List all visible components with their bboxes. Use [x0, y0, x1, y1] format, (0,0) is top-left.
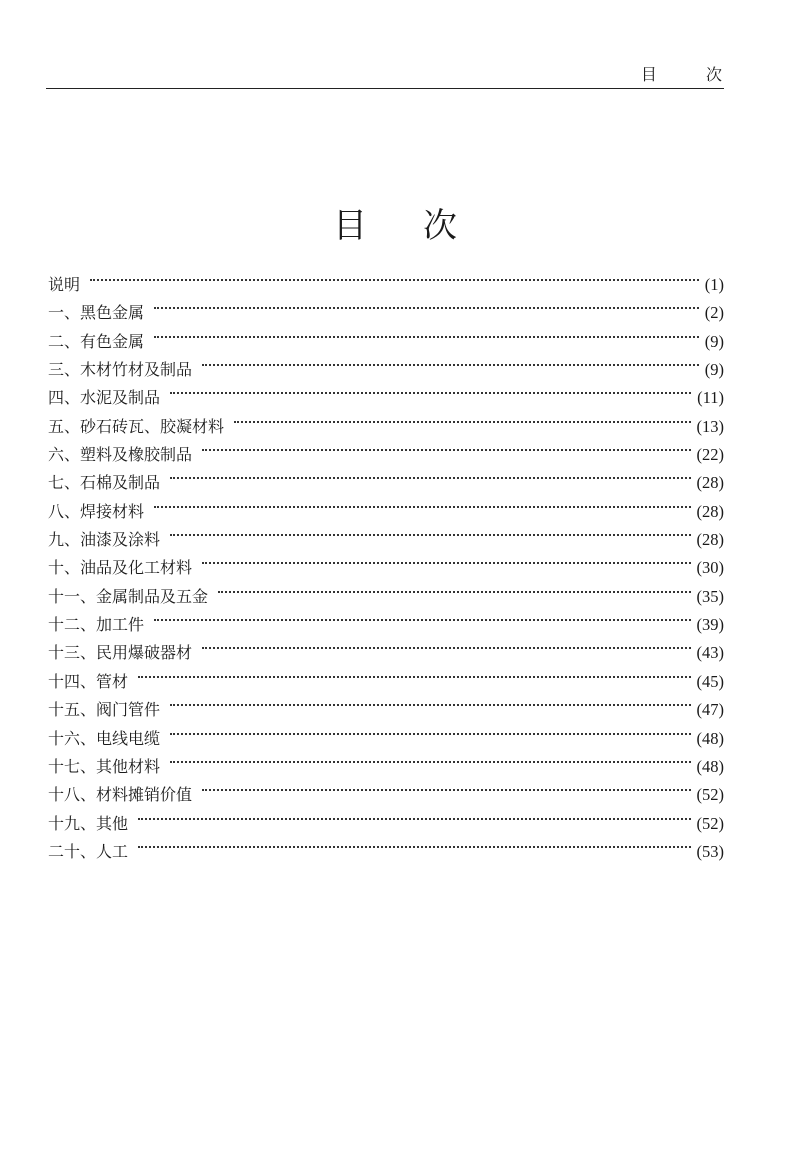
toc-dot-leader [202, 545, 690, 573]
toc-dot-leader [202, 772, 690, 800]
toc-entry-label: 七、石棉及制品 [48, 473, 161, 493]
toc-entry-label: 十六、电线电缆 [48, 728, 161, 748]
toc-dot-leader [202, 630, 690, 658]
toc-entry-label: 十七、其他材料 [48, 756, 161, 776]
toc-dot-leader [90, 262, 699, 290]
toc-entry-label: 八、焊接材料 [48, 501, 145, 521]
running-header [46, 62, 744, 89]
toc-entry-page-number: (1) [704, 275, 724, 294]
table-of-contents [48, 262, 724, 861]
toc-dot-leader [202, 432, 690, 460]
toc-dot-leader [170, 716, 690, 744]
toc-entry-page-number: (2) [704, 303, 724, 323]
toc-entry-page-number: (48) [696, 756, 724, 776]
toc-entry-page-number: (9) [704, 331, 724, 351]
toc-entry-label: 一、黑色金属 [48, 303, 145, 323]
toc-dot-leader [234, 404, 690, 432]
toc-entry[interactable] [48, 801, 724, 833]
toc-entry-page-number: (48) [696, 728, 724, 748]
page-title: 目次 [333, 206, 513, 246]
toc-entry-label: 十九、其他 [48, 813, 129, 833]
toc-entry-page-number: (28) [696, 530, 724, 550]
toc-entry-page-number: (30) [696, 558, 724, 578]
toc-entry-label: 三、木材竹材及制品 [48, 360, 193, 380]
toc-entry-page-number: (28) [696, 473, 724, 493]
toc-entry-page-number: (45) [696, 671, 724, 691]
toc-entry-label: 二十、人工 [48, 841, 129, 861]
toc-entry-page-number: (11) [697, 388, 724, 408]
toc-entry[interactable] [48, 290, 724, 323]
toc-entry-label: 十三、民用爆破器材 [48, 643, 193, 663]
toc-entry[interactable] [48, 262, 724, 294]
toc-entry-page-number: (13) [696, 416, 724, 436]
toc-dot-leader [170, 460, 690, 488]
toc-dot-leader [138, 801, 690, 829]
toc-entry-label: 十八、材料摊销价值 [48, 785, 193, 805]
toc-entry-label: 十、油品及化工材料 [48, 558, 193, 578]
toc-entry-label: 十二、加工件 [48, 615, 145, 635]
toc-entry-page-number: (43) [696, 643, 724, 663]
running-header-title: 目 次 [640, 65, 744, 84]
toc-entry-page-number: (52) [696, 785, 724, 805]
toc-dot-leader [218, 574, 690, 602]
toc-dot-leader [154, 319, 699, 347]
toc-entry[interactable] [48, 687, 724, 720]
toc-dot-leader [170, 375, 691, 403]
toc-dot-leader [154, 602, 690, 630]
toc-entry-label: 九、油漆及涂料 [48, 530, 161, 550]
toc-entry[interactable] [48, 829, 724, 861]
toc-entry-label: 十五、阀门管件 [48, 700, 161, 720]
toc-dot-leader [202, 347, 699, 375]
toc-entry-page-number: (39) [696, 615, 724, 635]
toc-dot-leader [154, 290, 699, 318]
toc-entry-label: 四、水泥及制品 [48, 388, 161, 408]
toc-entry-label: 说明 [48, 275, 81, 294]
toc-entry-page-number: (52) [696, 813, 724, 833]
toc-entry-label: 六、塑料及橡胶制品 [48, 445, 193, 465]
toc-entry-page-number: (28) [696, 501, 724, 521]
toc-entry-label: 二、有色金属 [48, 331, 145, 351]
toc-entry-label: 十四、管材 [48, 671, 129, 691]
toc-entry-page-number: (22) [696, 445, 724, 465]
toc-dot-leader [138, 829, 690, 857]
toc-entry-page-number: (35) [696, 586, 724, 606]
toc-entry-page-number: (9) [704, 360, 724, 380]
toc-dot-leader [154, 489, 690, 517]
toc-dot-leader [170, 744, 690, 772]
toc-entry[interactable] [48, 659, 724, 691]
toc-dot-leader [170, 517, 690, 545]
toc-entry-label: 十一、金属制品及五金 [48, 586, 209, 606]
toc-dot-leader [138, 659, 690, 687]
toc-entry-label: 五、砂石砖瓦、胶凝材料 [48, 416, 225, 436]
toc-entry-page-number: (47) [696, 700, 724, 720]
toc-entry-page-number: (53) [696, 841, 724, 861]
toc-dot-leader [170, 687, 690, 715]
